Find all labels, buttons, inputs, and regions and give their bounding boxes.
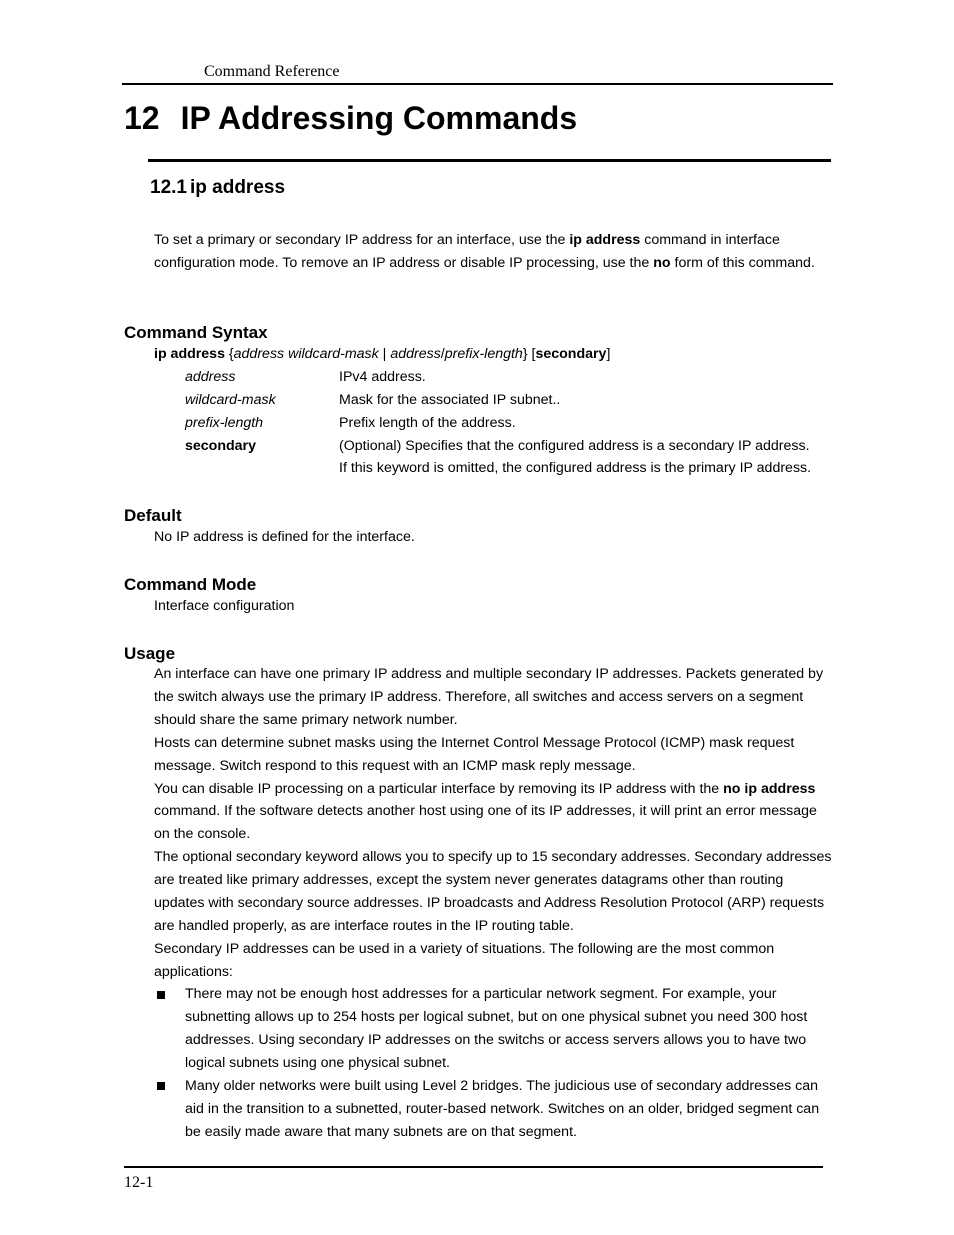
syntax-brace-open: { xyxy=(224,346,234,362)
param-name-prefix-length: prefix-length xyxy=(185,415,264,431)
section-name: ip address xyxy=(189,177,286,198)
syntax-bracket-close: ] xyxy=(606,346,611,362)
usage-p3-text-2: command. If the software detects another host using one of its IP addresses, it will print an error message on the console. xyxy=(154,803,817,843)
param-desc-address: IPv4 address. xyxy=(339,369,426,385)
intro-text-1: To set a primary or secondary IP address for an interface, use the xyxy=(154,232,570,248)
command-syntax-heading: Command Syntax xyxy=(124,323,268,342)
header-rule xyxy=(122,83,833,85)
param-desc-wildcard-mask: Mask for the associated IP subnet.. xyxy=(339,392,561,408)
usage-paragraph-5: Secondary IP addresses can be used in a variety of situations. The following are the most common applications: xyxy=(154,940,775,980)
syntax-brace-close: } [ xyxy=(522,346,536,362)
param-desc-prefix-length: Prefix length of the address. xyxy=(339,415,516,431)
intro-text-2: command in interface configuration mode. To remove an IP address or disable IP processing, use the xyxy=(154,232,780,271)
square-bullet-icon xyxy=(157,991,165,999)
usage-paragraph-2: Hosts can determine subnet masks using the Internet Control Message Protocol (ICMP) mask request message. Switch respond to this request with an ICMP mask reply message. xyxy=(154,734,795,774)
section-title xyxy=(150,176,285,200)
chapter-title xyxy=(124,98,577,138)
default-text: No IP address is defined for the interface. xyxy=(154,529,415,545)
param-name-secondary: secondary xyxy=(185,438,256,454)
syntax-keyword-secondary: secondary xyxy=(535,346,607,362)
syntax-arg-address-wildcard: address wildcard-mask xyxy=(233,346,379,362)
syntax-arg-prefix-length: prefix-length xyxy=(444,346,523,362)
syntax-line xyxy=(154,343,610,366)
usage-paragraph-4: The optional secondary keyword allows you to specify up to 15 secondary addresses. Secondary addresses are treated like primary addresses, except the system never generates datagrams other than routing updates with secondary source addresses. IP broadcasts and Address Resolution Protocol (ARP) requests are handled properly, as are interface routes in the IP routing table. xyxy=(154,849,832,934)
chapter-rule xyxy=(148,159,831,162)
intro-keyword-ip-address: ip address xyxy=(569,232,641,248)
intro-keyword-no: no xyxy=(653,254,671,271)
usage-bullet-1: There may not be enough host addresses for a particular network segment. For example, your subnetting allows up to 254 hosts per logical subnet, but on one physical subnet you need 300 host addresses. Using secondary IP addresses on the switchs or access servers allows you to have two logical subnets using one physical subnet. xyxy=(185,986,808,1071)
intro-text-3: form of this command. xyxy=(670,254,815,271)
usage-paragraph-3 xyxy=(154,778,834,847)
param-name-wildcard-mask: wildcard-mask xyxy=(185,392,276,408)
usage-p3-keyword: no ip address xyxy=(723,780,816,797)
param-name-address: address xyxy=(185,369,236,385)
syntax-pipe: | xyxy=(378,346,391,362)
usage-heading: Usage xyxy=(124,644,176,663)
usage-p3-text-1: You can disable IP processing on a particular interface by removing its IP address with the xyxy=(154,780,724,797)
param-desc-secondary-line2: If this keyword is omitted, the configured address is the primary IP address. xyxy=(339,460,812,476)
square-bullet-icon xyxy=(157,1082,165,1090)
usage-body xyxy=(154,663,834,984)
section-number: 12.1 xyxy=(150,177,187,198)
usage-paragraph-1: An interface can have one primary IP address and multiple secondary IP addresses. Packets generated by the switch always use the primary IP address. Therefore, all switches and access servers on a segment should share the same primary network number. xyxy=(154,666,824,728)
param-desc-secondary-line1: (Optional) Specifies that the configured address is a secondary IP address. xyxy=(339,438,810,454)
chapter-name: IP Addressing Commands xyxy=(180,100,578,136)
command-mode-heading: Command Mode xyxy=(124,575,257,594)
default-heading: Default xyxy=(124,506,182,525)
chapter-number: 12 xyxy=(124,100,160,136)
running-header: Command Reference xyxy=(204,63,340,80)
usage-bullet-2: Many older networks were built using Level 2 bridges. The judicious use of secondary addresses can aid in the transition to a subnetted, router-based network. Switches on an older, bridged segment can be easily made aware that many subnets are on that segment. xyxy=(185,1078,820,1140)
syntax-slash: / xyxy=(440,346,445,362)
command-mode-text: Interface configuration xyxy=(154,598,295,614)
syntax-arg-address: address xyxy=(390,346,441,362)
page-number: 12-1 xyxy=(124,1174,154,1191)
footer-rule xyxy=(124,1166,823,1168)
syntax-command: ip address xyxy=(154,346,225,362)
intro-paragraph xyxy=(154,229,834,275)
